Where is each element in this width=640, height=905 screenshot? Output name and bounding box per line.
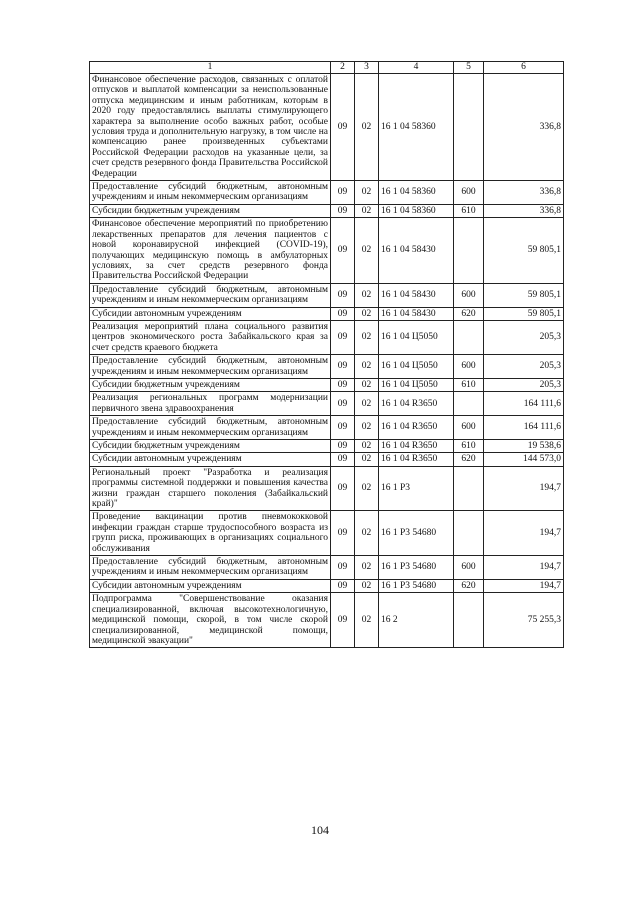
cell-target-article: 16 1 P3 54680 <box>379 579 454 592</box>
table-body <box>90 74 564 648</box>
cell-expense-type: 610 <box>454 204 484 217</box>
cell-name: Региональный проект "Разработка и реализация программы системной поддержки и повышения качества жизни граждан старшего поколения (Забайкальский край)" <box>90 466 331 511</box>
cell-subsection: 02 <box>355 511 379 556</box>
cell-target-article: 16 1 04 58430 <box>379 307 454 320</box>
cell-amount: 205,3 <box>484 378 564 391</box>
cell-target-article: 16 1 04 Ц5050 <box>379 378 454 391</box>
cell-amount: 75 255,3 <box>484 593 564 648</box>
cell-subsection: 02 <box>355 355 379 379</box>
column-header-name: 1 <box>90 62 331 74</box>
cell-section: 09 <box>331 392 355 416</box>
cell-section: 09 <box>331 579 355 592</box>
cell-name: Субсидии бюджетным учреждениям <box>90 378 331 391</box>
page-number: 104 <box>311 823 329 837</box>
cell-expense-type: 600 <box>454 283 484 307</box>
cell-amount: 336,8 <box>484 74 564 181</box>
column-header-amount: 6 <box>484 62 564 74</box>
cell-expense-type <box>454 466 484 511</box>
table-row <box>90 378 564 391</box>
cell-subsection: 02 <box>355 593 379 648</box>
table-row <box>90 453 564 466</box>
cell-subsection: 02 <box>355 416 379 440</box>
cell-expense-type: 600 <box>454 556 484 580</box>
cell-expense-type: 600 <box>454 416 484 440</box>
table-row <box>90 466 564 511</box>
cell-target-article: 16 1 04 58430 <box>379 218 454 283</box>
cell-subsection: 02 <box>355 579 379 592</box>
cell-name: Субсидии бюджетным учреждениям <box>90 204 331 217</box>
cell-section: 09 <box>331 440 355 453</box>
cell-amount: 336,8 <box>484 181 564 205</box>
cell-subsection: 02 <box>355 556 379 580</box>
table-row <box>90 416 564 440</box>
cell-section: 09 <box>331 181 355 205</box>
cell-section: 09 <box>331 511 355 556</box>
cell-amount: 194,7 <box>484 466 564 511</box>
cell-section: 09 <box>331 307 355 320</box>
cell-expense-type <box>454 392 484 416</box>
column-header-target-article: 4 <box>379 62 454 74</box>
column-header-section: 2 <box>331 62 355 74</box>
table-row <box>90 74 564 181</box>
cell-name: Финансовое обеспечение мероприятий по приобретению лекарственных препаратов для лечения пациентов с новой коронавирусной инфекцией (COVID-19), получающих медицинскую помощь в амбулаторных условиях, за счет средств резервного фонда Правительства Российской Федерации <box>90 218 331 283</box>
cell-name: Субсидии автономным учреждениям <box>90 307 331 320</box>
cell-name: Предоставление субсидий бюджетным, автономным учреждениям и иным некоммерческим организациям <box>90 181 331 205</box>
cell-amount: 19 538,6 <box>484 440 564 453</box>
cell-name: Проведение вакцинации против пневмококковой инфекции граждан старше трудоспособного возраста из групп риска, проживающих в организациях социального обслуживания <box>90 511 331 556</box>
cell-section: 09 <box>331 355 355 379</box>
cell-name: Реализация региональных программ модернизации первичного звена здравоохранения <box>90 392 331 416</box>
table-row <box>90 355 564 379</box>
cell-name: Субсидии автономным учреждениям <box>90 453 331 466</box>
cell-section: 09 <box>331 556 355 580</box>
cell-section: 09 <box>331 378 355 391</box>
cell-target-article: 16 1 04 58360 <box>379 181 454 205</box>
cell-amount: 194,7 <box>484 511 564 556</box>
cell-section: 09 <box>331 453 355 466</box>
cell-amount: 205,3 <box>484 320 564 354</box>
cell-subsection: 02 <box>355 320 379 354</box>
cell-target-article: 16 1 P3 <box>379 466 454 511</box>
cell-section: 09 <box>331 466 355 511</box>
table-row <box>90 307 564 320</box>
cell-expense-type <box>454 218 484 283</box>
cell-expense-type <box>454 320 484 354</box>
cell-section: 09 <box>331 593 355 648</box>
table-row <box>90 440 564 453</box>
cell-expense-type <box>454 511 484 556</box>
cell-target-article: 16 1 04 R3650 <box>379 453 454 466</box>
cell-subsection: 02 <box>355 204 379 217</box>
table-row <box>90 181 564 205</box>
table-row <box>90 218 564 283</box>
cell-amount: 164 111,6 <box>484 392 564 416</box>
cell-name: Реализация мероприятий плана социального развития центров экономического роста Забайкальского края за счет средств краевого бюджета <box>90 320 331 354</box>
cell-name: Предоставление субсидий бюджетным, автономным учреждениям и иным некоммерческим организациям <box>90 355 331 379</box>
cell-section: 09 <box>331 204 355 217</box>
cell-expense-type: 600 <box>454 181 484 205</box>
table-row <box>90 579 564 592</box>
cell-section: 09 <box>331 218 355 283</box>
cell-target-article: 16 1 04 R3650 <box>379 392 454 416</box>
cell-target-article: 16 1 04 R3650 <box>379 440 454 453</box>
cell-subsection: 02 <box>355 283 379 307</box>
cell-name: Предоставление субсидий бюджетным, автономным учреждениям и иным некоммерческим организациям <box>90 416 331 440</box>
cell-section: 09 <box>331 74 355 181</box>
cell-amount: 194,7 <box>484 556 564 580</box>
cell-subsection: 02 <box>355 392 379 416</box>
cell-amount: 336,8 <box>484 204 564 217</box>
cell-expense-type: 620 <box>454 307 484 320</box>
cell-expense-type: 620 <box>454 579 484 592</box>
cell-target-article: 16 1 04 R3650 <box>379 416 454 440</box>
cell-amount: 164 111,6 <box>484 416 564 440</box>
cell-name: Подпрограмма "Совершенствование оказания специализированной, включая высокотехнологичную, медицинской помощи, скорой, в том числе скорой специализированной, медицинской помощи, медицинской эвакуации" <box>90 593 331 648</box>
cell-amount: 59 805,1 <box>484 218 564 283</box>
cell-expense-type: 610 <box>454 378 484 391</box>
cell-expense-type: 600 <box>454 355 484 379</box>
cell-amount: 59 805,1 <box>484 307 564 320</box>
cell-target-article: 16 1 04 58360 <box>379 74 454 181</box>
cell-subsection: 02 <box>355 307 379 320</box>
table-row <box>90 392 564 416</box>
cell-section: 09 <box>331 416 355 440</box>
cell-amount: 59 805,1 <box>484 283 564 307</box>
cell-name: Предоставление субсидий бюджетным, автономным учреждениям и иным некоммерческим организациям <box>90 283 331 307</box>
cell-expense-type: 620 <box>454 453 484 466</box>
cell-amount: 144 573,0 <box>484 453 564 466</box>
cell-target-article: 16 2 <box>379 593 454 648</box>
cell-subsection: 02 <box>355 181 379 205</box>
cell-expense-type <box>454 593 484 648</box>
table-row <box>90 511 564 556</box>
cell-section: 09 <box>331 283 355 307</box>
column-header-expense-type: 5 <box>454 62 484 74</box>
cell-target-article: 16 1 04 Ц5050 <box>379 320 454 354</box>
cell-name: Субсидии автономным учреждениям <box>90 579 331 592</box>
budget-table <box>89 61 564 648</box>
cell-name: Финансовое обеспечение расходов, связанных с оплатой отпусков и выплатой компенсации за неиспользованные отпуска медицинским и иным работникам, которым в 2020 году предоставлялись выплаты стимулирующего характера за выполнение особо важных работ, особые условия труда и дополнительную нагрузку, в том числе на компенсацию ранее произведенных субъектами Российской Федерации расходов на указанные цели, за счет средств резервного фонда Правительства Российской Федерации <box>90 74 331 181</box>
cell-expense-type: 610 <box>454 440 484 453</box>
cell-section: 09 <box>331 320 355 354</box>
cell-amount: 205,3 <box>484 355 564 379</box>
cell-target-article: 16 1 04 Ц5050 <box>379 355 454 379</box>
table-header-row <box>90 62 564 74</box>
table-row <box>90 556 564 580</box>
table-row <box>90 283 564 307</box>
column-header-subsection: 3 <box>355 62 379 74</box>
cell-name: Субсидии бюджетным учреждениям <box>90 440 331 453</box>
cell-expense-type <box>454 74 484 181</box>
table-row <box>90 320 564 354</box>
cell-subsection: 02 <box>355 466 379 511</box>
cell-name: Предоставление субсидий бюджетным, автономным учреждениям и иным некоммерческим организациям <box>90 556 331 580</box>
cell-target-article: 16 1 P3 54680 <box>379 556 454 580</box>
cell-subsection: 02 <box>355 74 379 181</box>
cell-subsection: 02 <box>355 453 379 466</box>
cell-subsection: 02 <box>355 378 379 391</box>
table-row <box>90 593 564 648</box>
cell-amount: 194,7 <box>484 579 564 592</box>
cell-target-article: 16 1 04 58360 <box>379 204 454 217</box>
cell-target-article: 16 1 P3 54680 <box>379 511 454 556</box>
cell-target-article: 16 1 04 58430 <box>379 283 454 307</box>
table-row <box>90 204 564 217</box>
cell-subsection: 02 <box>355 440 379 453</box>
cell-subsection: 02 <box>355 218 379 283</box>
